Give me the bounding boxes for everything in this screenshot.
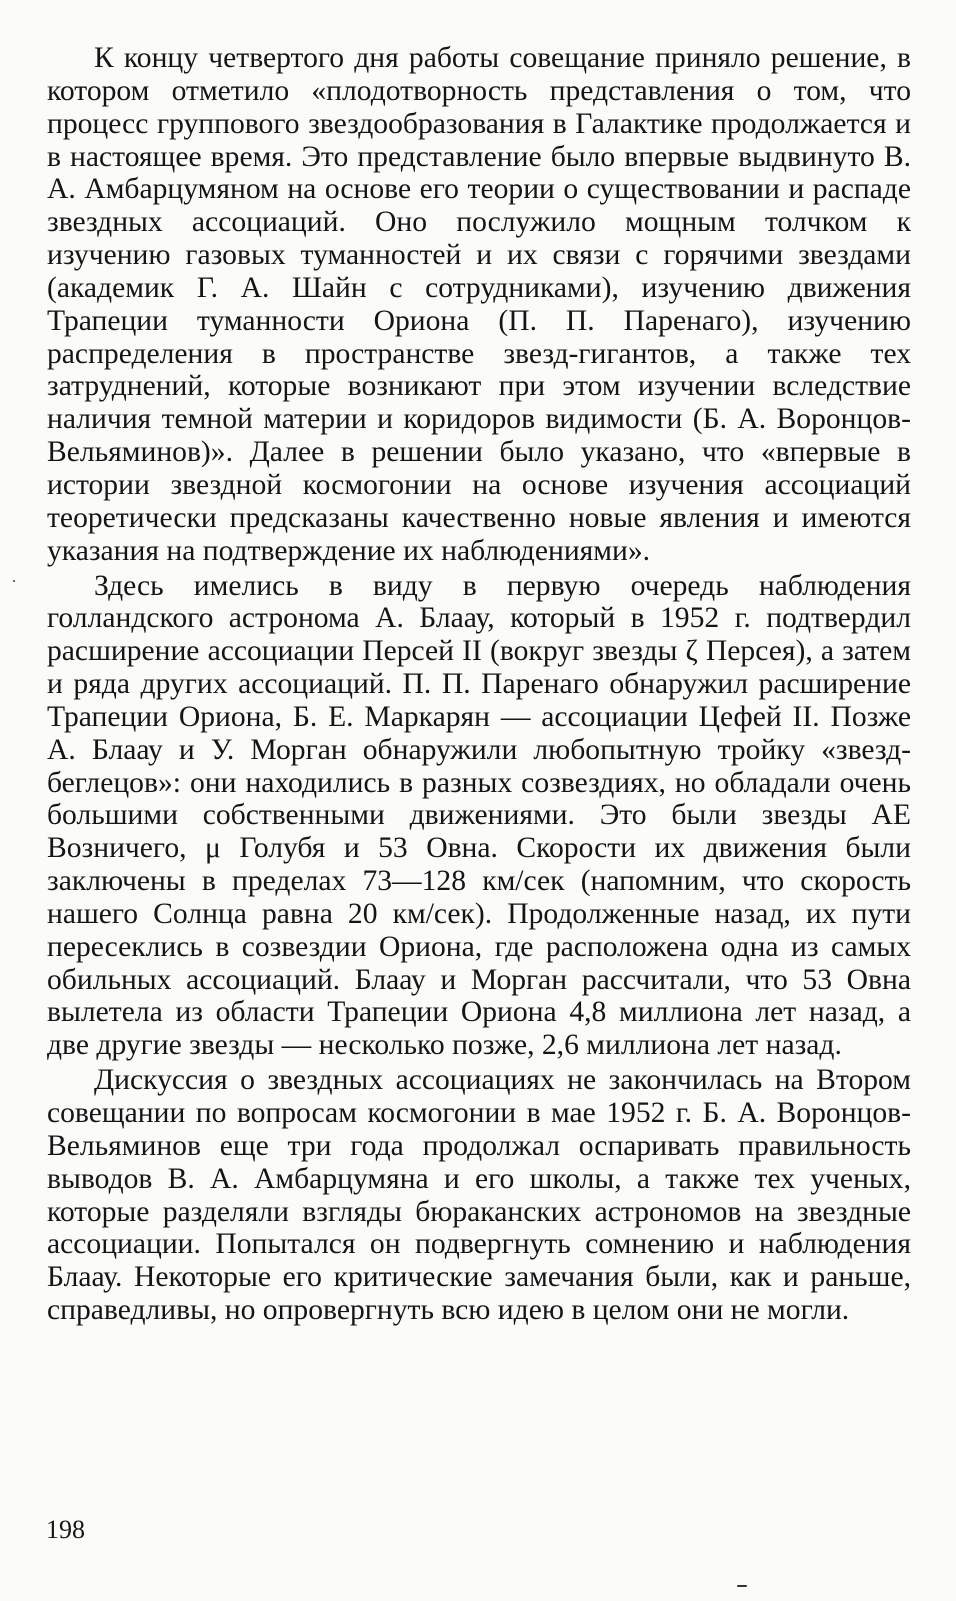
- print-speck: [13, 580, 15, 582]
- paragraph-2: Здесь имелись в виду в первую очередь наблюдения голландского астронома А. Блаау, который в 1952 г. подтвердил расширение ассоциации Персей II (вокруг звезды ζ Персея), а затем и ряда других ассоциаций. П. П. Паренаго обнаружил расширение Трапеции Ориона, Б. Е. Маркарян — ассоциации Цефей II. Позже А. Блаау и У. Морган обнаружили любопытную тройку «звезд-беглецов»: они находились в разных созвездиях, но обладали очень большими собственными движениями. Это были звезды АЕ Возничего, μ Голубя и 53 Овна. Скорости их движения были заключены в пределах 73—128 км/сек (напомним, что скорость нашего Солнца равна 20 км/сек). Продолженные назад, их пути пересеклись в созвездии Ориона, где расположена одна из самых обильных ассоциаций. Блаау и Морган рассчитали, что 53 Овна вылетела из области Трапеции Ориона 4,8 миллиона лет назад, а две другие звезды — несколько позже, 2,6 миллиона лет назад.: [47, 569, 911, 1062]
- print-speck: [737, 1585, 747, 1587]
- paragraph-3: Дискуссия о звездных ассоциациях не закончилась на Втором совещании по вопросам космогонии в мае 1952 г. Б. А. Воронцов-Вельяминов еще три года продолжал оспаривать правильность выводов В. А. Амбарцумяна и его школы, а также тех ученых, которые разделяли взгляды бюраканских астрономов на звездные ассоциации. Попытался он подвергнуть сомнению и наблюдения Блаау. Некоторые его критические замечания были, как и раньше, справедливы, но опровергнуть всю идею в целом они не могли.: [47, 1064, 911, 1327]
- paragraph-1: К концу четвертого дня работы совещание приняло решение, в котором отметило «плодотворность представления о том, что процесс группового звездообразования в Галактике продолжается и в настоящее время. Это представление было впервые выдвинуто В. А. Амбарцумяном на основе его теории о существовании и распаде звездных ассоциаций. Оно послужило мощным толчком к изучению газовых туманностей и их связи с горячими звездами (академик Г. А. Шайн с сотрудниками), изучению движения Трапеции туманности Ориона (П. П. Паренаго), изучению распределения в пространстве звезд-гигантов, а также тех затруднений, которые возникают при этом изучении вследствие наличия темной материи и коридоров видимости (Б. А. Воронцов-Вельяминов)». Далее в решении было указано, что «впервые в истории звездной космогонии на основе изучения ассоциаций теоретически предсказаны качественно новые явления и имеются указания на подтверждение их наблюдениями».: [47, 42, 911, 567]
- page-number: 198: [46, 1515, 85, 1544]
- body-text: [47, 42, 911, 1327]
